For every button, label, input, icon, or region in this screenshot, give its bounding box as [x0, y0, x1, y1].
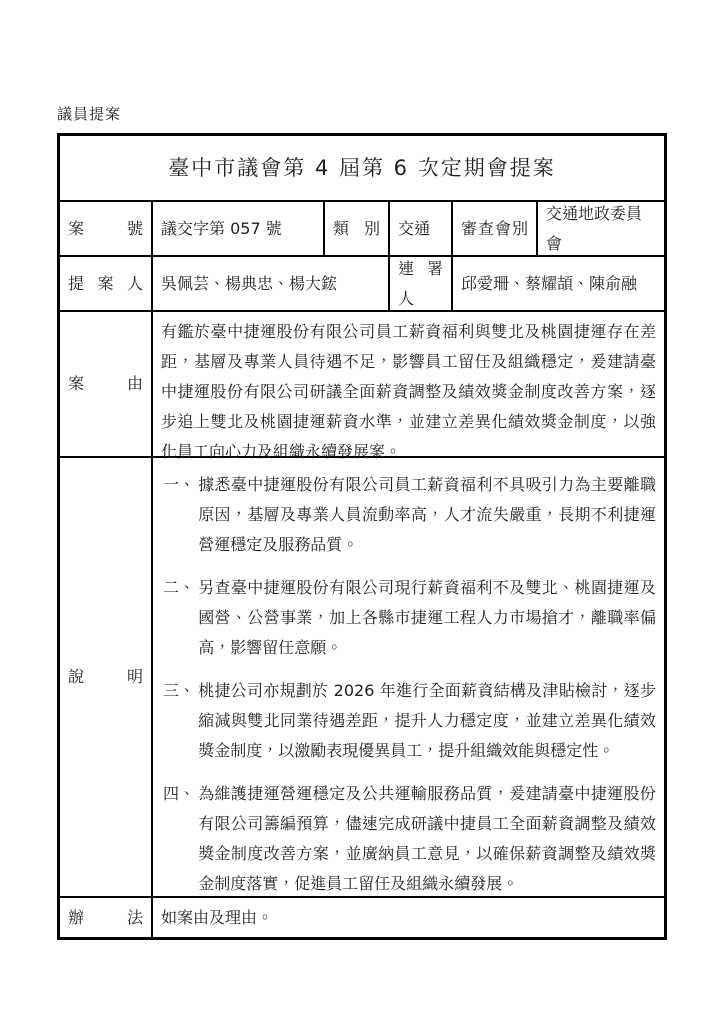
- proposers-value: 吳佩芸、楊典忠、楊大鋐: [151, 257, 388, 310]
- case-meta-row: [60, 200, 664, 255]
- explanation-label: 說明: [68, 667, 143, 686]
- category-label-cell: [323, 202, 388, 255]
- subject-row: [60, 310, 664, 461]
- case-number-label-cell: [60, 202, 151, 255]
- method-label-cell: [60, 898, 151, 937]
- proposal-table: [57, 133, 667, 940]
- method-label: 辦法: [68, 907, 143, 927]
- method-row: [60, 896, 664, 937]
- subject-label: 案由: [68, 374, 143, 393]
- category-label: 類別: [333, 218, 380, 238]
- cosigners-value: 邱愛珊、蔡耀頡、陳俞融: [451, 257, 664, 310]
- case-number-label: 案號: [68, 218, 143, 238]
- category-value: 交通: [388, 202, 451, 255]
- proposers-label-cell: [60, 257, 151, 310]
- review-committee-label: 審查會別: [461, 218, 528, 238]
- item-marker: 三、: [163, 681, 196, 700]
- explanation-row: [60, 456, 664, 896]
- proposers-label: 提案人: [68, 273, 143, 293]
- item-text: 為維護捷運營運穩定及公共運輸服務品質，爰建請臺中捷運股份有限公司籌編預算，儘速完成研議中捷員工全面薪資調整及績效獎金制度改善方案，並廣納員工意見，以確保薪資調整及績效獎金制度落實，促進員工留任及組織永續發展。: [198, 784, 656, 893]
- subject-text: 有鑑於臺中捷運股份有限公司員工薪資福利與雙北及桃園捷運存在差距，基層及專業人員待遇不足，影響員工留任及組織穩定，爰建請臺中捷運股份有限公司研議全面薪資調整及績效獎金制度改善方案，逐步追上雙北及桃園捷運薪資水準，並建立差異化績效獎金制度，以強化員工向心力及組織永續發展案。: [151, 312, 664, 456]
- item-marker: 二、: [163, 578, 196, 597]
- explanation-label-cell: [60, 458, 151, 896]
- item-text: 據悉臺中捷運股份有限公司員工薪資福利不具吸引力為主要離職原因，基層及專業人員流動率高，人才流失嚴重，長期不利捷運營運穩定及服務品質。: [198, 475, 656, 554]
- explanation-item: [163, 573, 656, 663]
- document-type-label: 議員提案: [57, 105, 122, 123]
- review-committee-value: 交通地政委員會: [536, 202, 664, 255]
- explanation-content: [151, 458, 664, 896]
- proposer-row: [60, 255, 664, 310]
- cosigners-label-cell: [388, 257, 451, 310]
- title-row: [60, 136, 664, 200]
- explanation-item: [163, 470, 656, 560]
- item-marker: 四、: [163, 784, 196, 803]
- method-text: 如案由及理由。: [151, 898, 664, 937]
- item-marker: 一、: [163, 475, 196, 494]
- item-text: 桃捷公司亦規劃於 2026 年進行全面薪資結構及津貼檢討，逐步縮減與雙北同業待遇差距，提升人力穩定度，並建立差異化績效獎金制度，以激勵表現優異員工，提升組織效能與穩定性。: [198, 681, 656, 760]
- review-committee-label-cell: [451, 202, 536, 255]
- explanation-item: [163, 676, 656, 766]
- table-title: 臺中市議會第 4 屆第 6 次定期會提案: [168, 156, 556, 180]
- cosigners-label: 連署人: [398, 258, 443, 308]
- explanation-item: [163, 779, 656, 899]
- case-number-value: 議交字第 057 號: [151, 202, 323, 255]
- item-text: 另查臺中捷運股份有限公司現行薪資福利不及雙北、桃園捷運及國營、公營事業，加上各縣市捷運工程人力市場搶才，離職率偏高，影響留任意願。: [198, 578, 656, 657]
- subject-label-cell: [60, 312, 151, 456]
